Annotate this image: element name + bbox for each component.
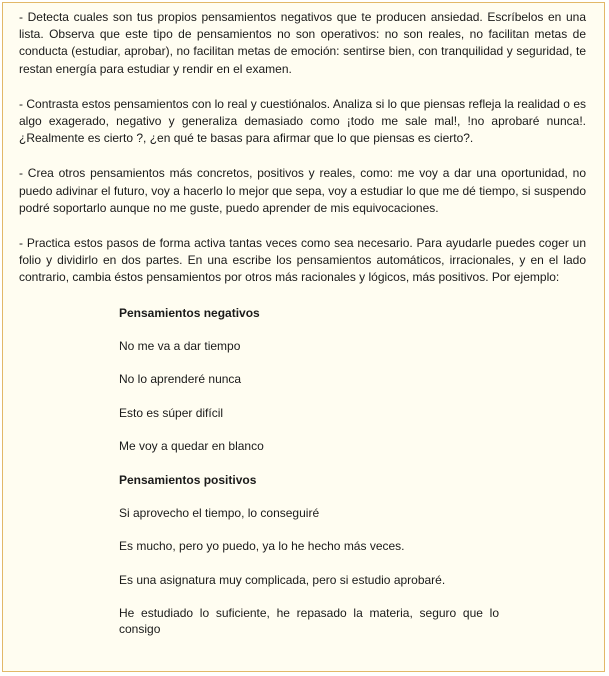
paragraph-create: - Crea otros pensamientos más concretos, positivos y reales, como: me voy a dar una oportunidad, no puedo adivinar el futuro, voy a hacerlo lo mejor que sepa, voy a estudiar lo que me dé tiempo, si suspendo podré soportarlo aunque no me guste, puedo aprender de mis equivocaciones. — [19, 166, 586, 215]
positive-thought-item: He estudiado lo suficiente, he repasado la materia, seguro que lo consigo — [119, 606, 499, 637]
article-body — [19, 9, 586, 655]
negative-thought-item: No lo aprenderé nunca — [119, 372, 242, 387]
paragraph-contrast: - Contrasta estos pensamientos con lo real y cuestiónalos. Analiza si lo que piensas refleja la realidad o es algo exagerado, negativo y generaliza demasiado como ¡todo me sale mal!, !no aprobaré nunca!. ¿Realmente es cierto ?, ¿en qué te basas para afirmar que lo que piensas es cierto?. — [19, 96, 586, 146]
positive-thought-item: Es mucho, pero yo puedo, ya lo he hecho más veces. — [119, 539, 405, 554]
negative-thoughts-heading: Pensamientos negativos — [119, 305, 260, 320]
paragraph-detect: - Detecta cuales son tus propios pensamientos negativos que te producen ansiedad. Escríbelos en una lista. Observa que este tipo de pensamientos no son operativos: no son reales, no facilitan metas de conducta (estudiar, aprobar), no facilitan metas de emoción: sentirse bien, con tranquilidad y seguridad, te restan energía para estudiar y rendir en el examen. — [19, 10, 586, 76]
negative-thought-item: No me va a dar tiempo — [119, 339, 241, 354]
positive-thought-item: Si aprovecho el tiempo, lo conseguiré — [119, 505, 320, 520]
positive-thought-item: Es una asignatura muy complicada, pero si estudio aprobaré. — [119, 572, 446, 587]
thoughts-list — [119, 305, 499, 638]
negative-thought-item: Me voy a quedar en blanco — [119, 439, 264, 454]
positive-thoughts-heading: Pensamientos positivos — [119, 472, 257, 487]
content-box — [2, 2, 605, 672]
paragraph-practice: - Practica estos pasos de forma activa tantas veces como sea necesario. Para ayudarle puedes coger un folio y dividirlo en dos partes. En una escribe los pensamientos automáticos, irracionales, y en el lado contrario, cambia éstos pensamientos por otros más racionales y lógicos, más positivos. Por ejemplo: — [19, 236, 586, 285]
negative-thought-item: Esto es súper difícil — [119, 405, 224, 420]
